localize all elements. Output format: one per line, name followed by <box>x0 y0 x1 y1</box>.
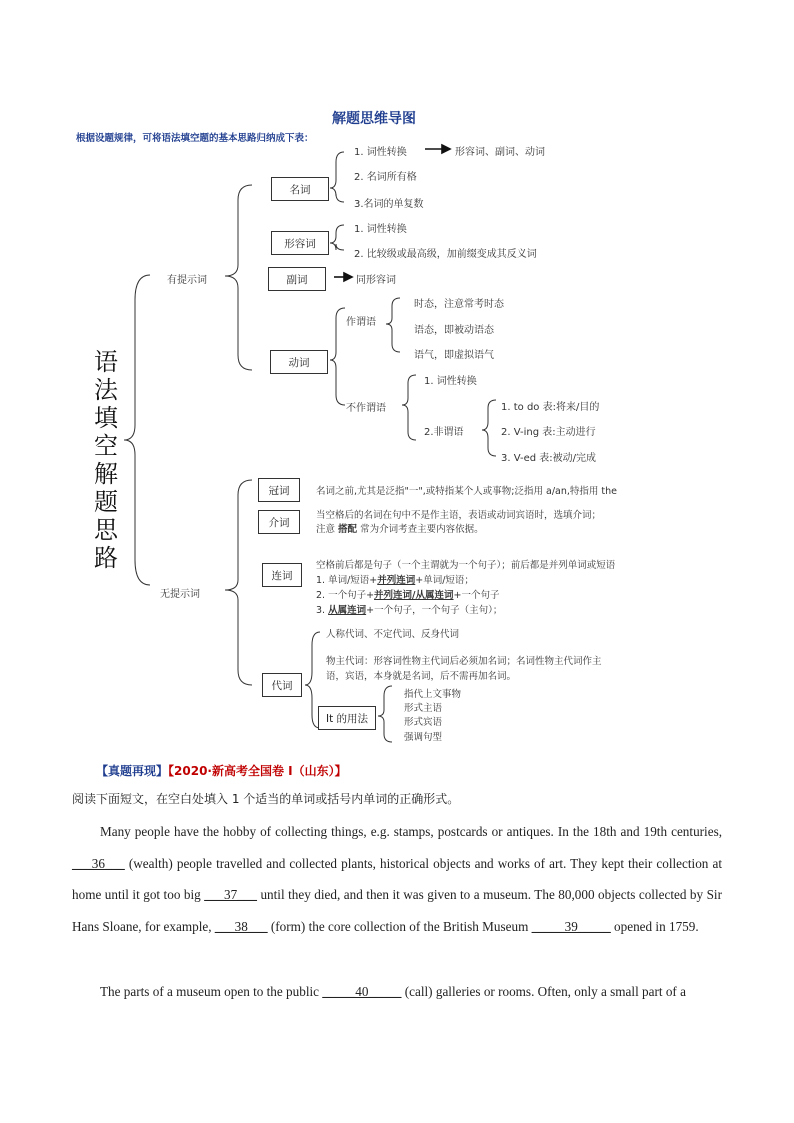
non-finite-item: 2. V-ing 表:主动进行 <box>501 427 596 438</box>
it-usage-item: 强调句型 <box>404 732 443 743</box>
passage-text: (wealth) people travelled and collected plants, historical objects and works of art. They kept their collection at home until it got too big <box>72 855 722 902</box>
page-title: 解题思维导图 <box>332 111 416 127</box>
mindmap-root <box>92 348 120 572</box>
root-char: 解 <box>94 460 118 488</box>
adjective-box: 形容词 <box>271 231 329 255</box>
blank-37[interactable]: ___37___ <box>204 887 257 902</box>
root-char: 空 <box>94 432 118 460</box>
root-char: 路 <box>94 544 118 572</box>
predicate-item: 语气，即虚拟语气 <box>414 350 494 361</box>
adverb-box: 副词 <box>268 267 326 291</box>
noun-box: 名词 <box>271 177 329 201</box>
preposition-note: 注意 <box>316 524 339 535</box>
branch-without-hint: 无提示词 <box>160 589 200 600</box>
noun-item: 2. 名词所有格 <box>354 172 417 183</box>
pronoun-box: 代词 <box>262 673 302 697</box>
predicate-item: 时态，注意常考时态 <box>414 299 504 310</box>
predicate-item: 语态，即被动语态 <box>414 325 494 336</box>
pronoun-line: 语，宾语，本身就是名词，后不需再加名词。 <box>326 671 517 682</box>
verb-predicate: 作谓语 <box>346 317 376 328</box>
conjunction-keyword: 并列连词 <box>377 575 416 586</box>
adverb-target: 同形容词 <box>356 275 396 286</box>
root-char: 题 <box>94 488 118 516</box>
conjunction-box: 连词 <box>262 563 302 587</box>
non-predicate-item: 1. 词性转换 <box>424 376 477 387</box>
blank-40[interactable]: _____40_____ <box>322 984 402 999</box>
section-source: 【2020·新高考全国卷 I（山东）】 <box>168 764 347 778</box>
conjunction-pre: 2. 一个句子+ <box>316 590 375 601</box>
passage-text: Many people have the hobby of collecting things, e.g. stamps, postcards or antiques. In the 18th and 19th centuries, <box>100 824 722 839</box>
non-finite-item: 1. to do 表:将来/目的 <box>501 402 600 413</box>
verb-box: 动词 <box>270 350 328 374</box>
preposition-emphasis: 搭配 <box>338 524 358 535</box>
root-char: 法 <box>94 376 118 404</box>
conjunction-pre: 1. 单词/短语+ <box>316 575 378 586</box>
root-char: 填 <box>94 404 118 432</box>
noun-item: 3.名词的单复数 <box>354 199 424 210</box>
conjunction-post: +一个句子，一个句子（主句）； <box>366 605 503 616</box>
preposition-note-end: 常为介词考查主要内容依据。 <box>357 524 484 535</box>
blank-38[interactable]: ___38___ <box>214 918 268 934</box>
article-box: 冠词 <box>258 478 300 502</box>
preposition-line <box>316 521 484 535</box>
conjunction-keyword: 从属连词 <box>328 605 367 616</box>
conjunction-post: +单词/短语； <box>415 575 474 586</box>
intro-text: 根据设题规律，可将语法填空题的基本思路归纳成下表： <box>76 133 314 144</box>
preposition-line: 当空格后的名词在句中不是作主语，表语或动词宾语时，选填介词； <box>316 510 602 521</box>
conjunction-line: 空格前后都是句子（一个主谓就为一个句子）；前后都是并列单词或短语 <box>316 560 616 571</box>
it-usage-item: 指代上文事物 <box>404 689 462 700</box>
noun-arrow-target: 形容词、副词、动词 <box>455 147 545 158</box>
blank-39[interactable]: _____39_____ <box>531 918 611 934</box>
passage-text: (call) galleries or rooms. Often, only a small part of a <box>401 984 686 999</box>
non-predicate-item: 2.非谓语 <box>424 427 464 438</box>
it-usage-item: 形式宾语 <box>404 717 443 728</box>
it-usage-item: 形式主语 <box>404 703 443 714</box>
conjunction-keyword: 并列连词/从属连词 <box>374 590 454 601</box>
branch-with-hint: 有提示词 <box>167 275 207 286</box>
it-usage-box: It 的用法 <box>318 706 376 730</box>
conjunction-line <box>316 572 474 586</box>
conjunction-pre: 3. <box>316 605 329 616</box>
passage-text: until they died, and then it was given to a museum. The 80,000 objects collected by Sir Hans Sloane, for example, <box>72 887 722 934</box>
root-char: 语 <box>94 348 118 376</box>
section-header <box>96 762 347 779</box>
article-text: 名词之前,尤其是泛指"一",或特指某个人或事物;泛指用 a/an,特指用 the <box>316 486 617 497</box>
passage-text: (form) the core collection of the British Museum <box>267 918 532 934</box>
adjective-item: 2. 比较级或最高级，加前缀变成其反义词 <box>354 249 537 260</box>
adjective-item: 1. 词性转换 <box>354 224 407 235</box>
passage-text: The parts of a museum open to the public <box>100 984 323 999</box>
pronoun-line: 人称代词、不定代词、反身代词 <box>326 629 460 640</box>
preposition-box: 介词 <box>258 510 300 534</box>
passage-paragraph-1 <box>72 816 722 942</box>
root-char: 思 <box>94 516 118 544</box>
passage-paragraph-2 <box>72 976 722 1008</box>
conjunction-post: +一个句子 <box>453 590 500 601</box>
conjunction-line <box>316 602 502 616</box>
verb-non-predicate: 不作谓语 <box>346 403 386 414</box>
section-label: 【真题再现】 <box>96 764 169 778</box>
non-finite-item: 3. V-ed 表:被动/完成 <box>501 453 596 464</box>
blank-36[interactable]: ___36___ <box>72 855 125 871</box>
passage-text: opened in 1759. <box>610 918 699 934</box>
noun-item: 1. 词性转换 <box>354 147 407 158</box>
instruction: 阅读下面短文，在空白处填入 1 个适当的单词或括号内单词的正确形式。 <box>72 792 460 806</box>
conjunction-line <box>316 587 500 601</box>
pronoun-line: 物主代词：形容词性物主代词后必须加名词；名词性物主代词作主 <box>326 656 602 667</box>
